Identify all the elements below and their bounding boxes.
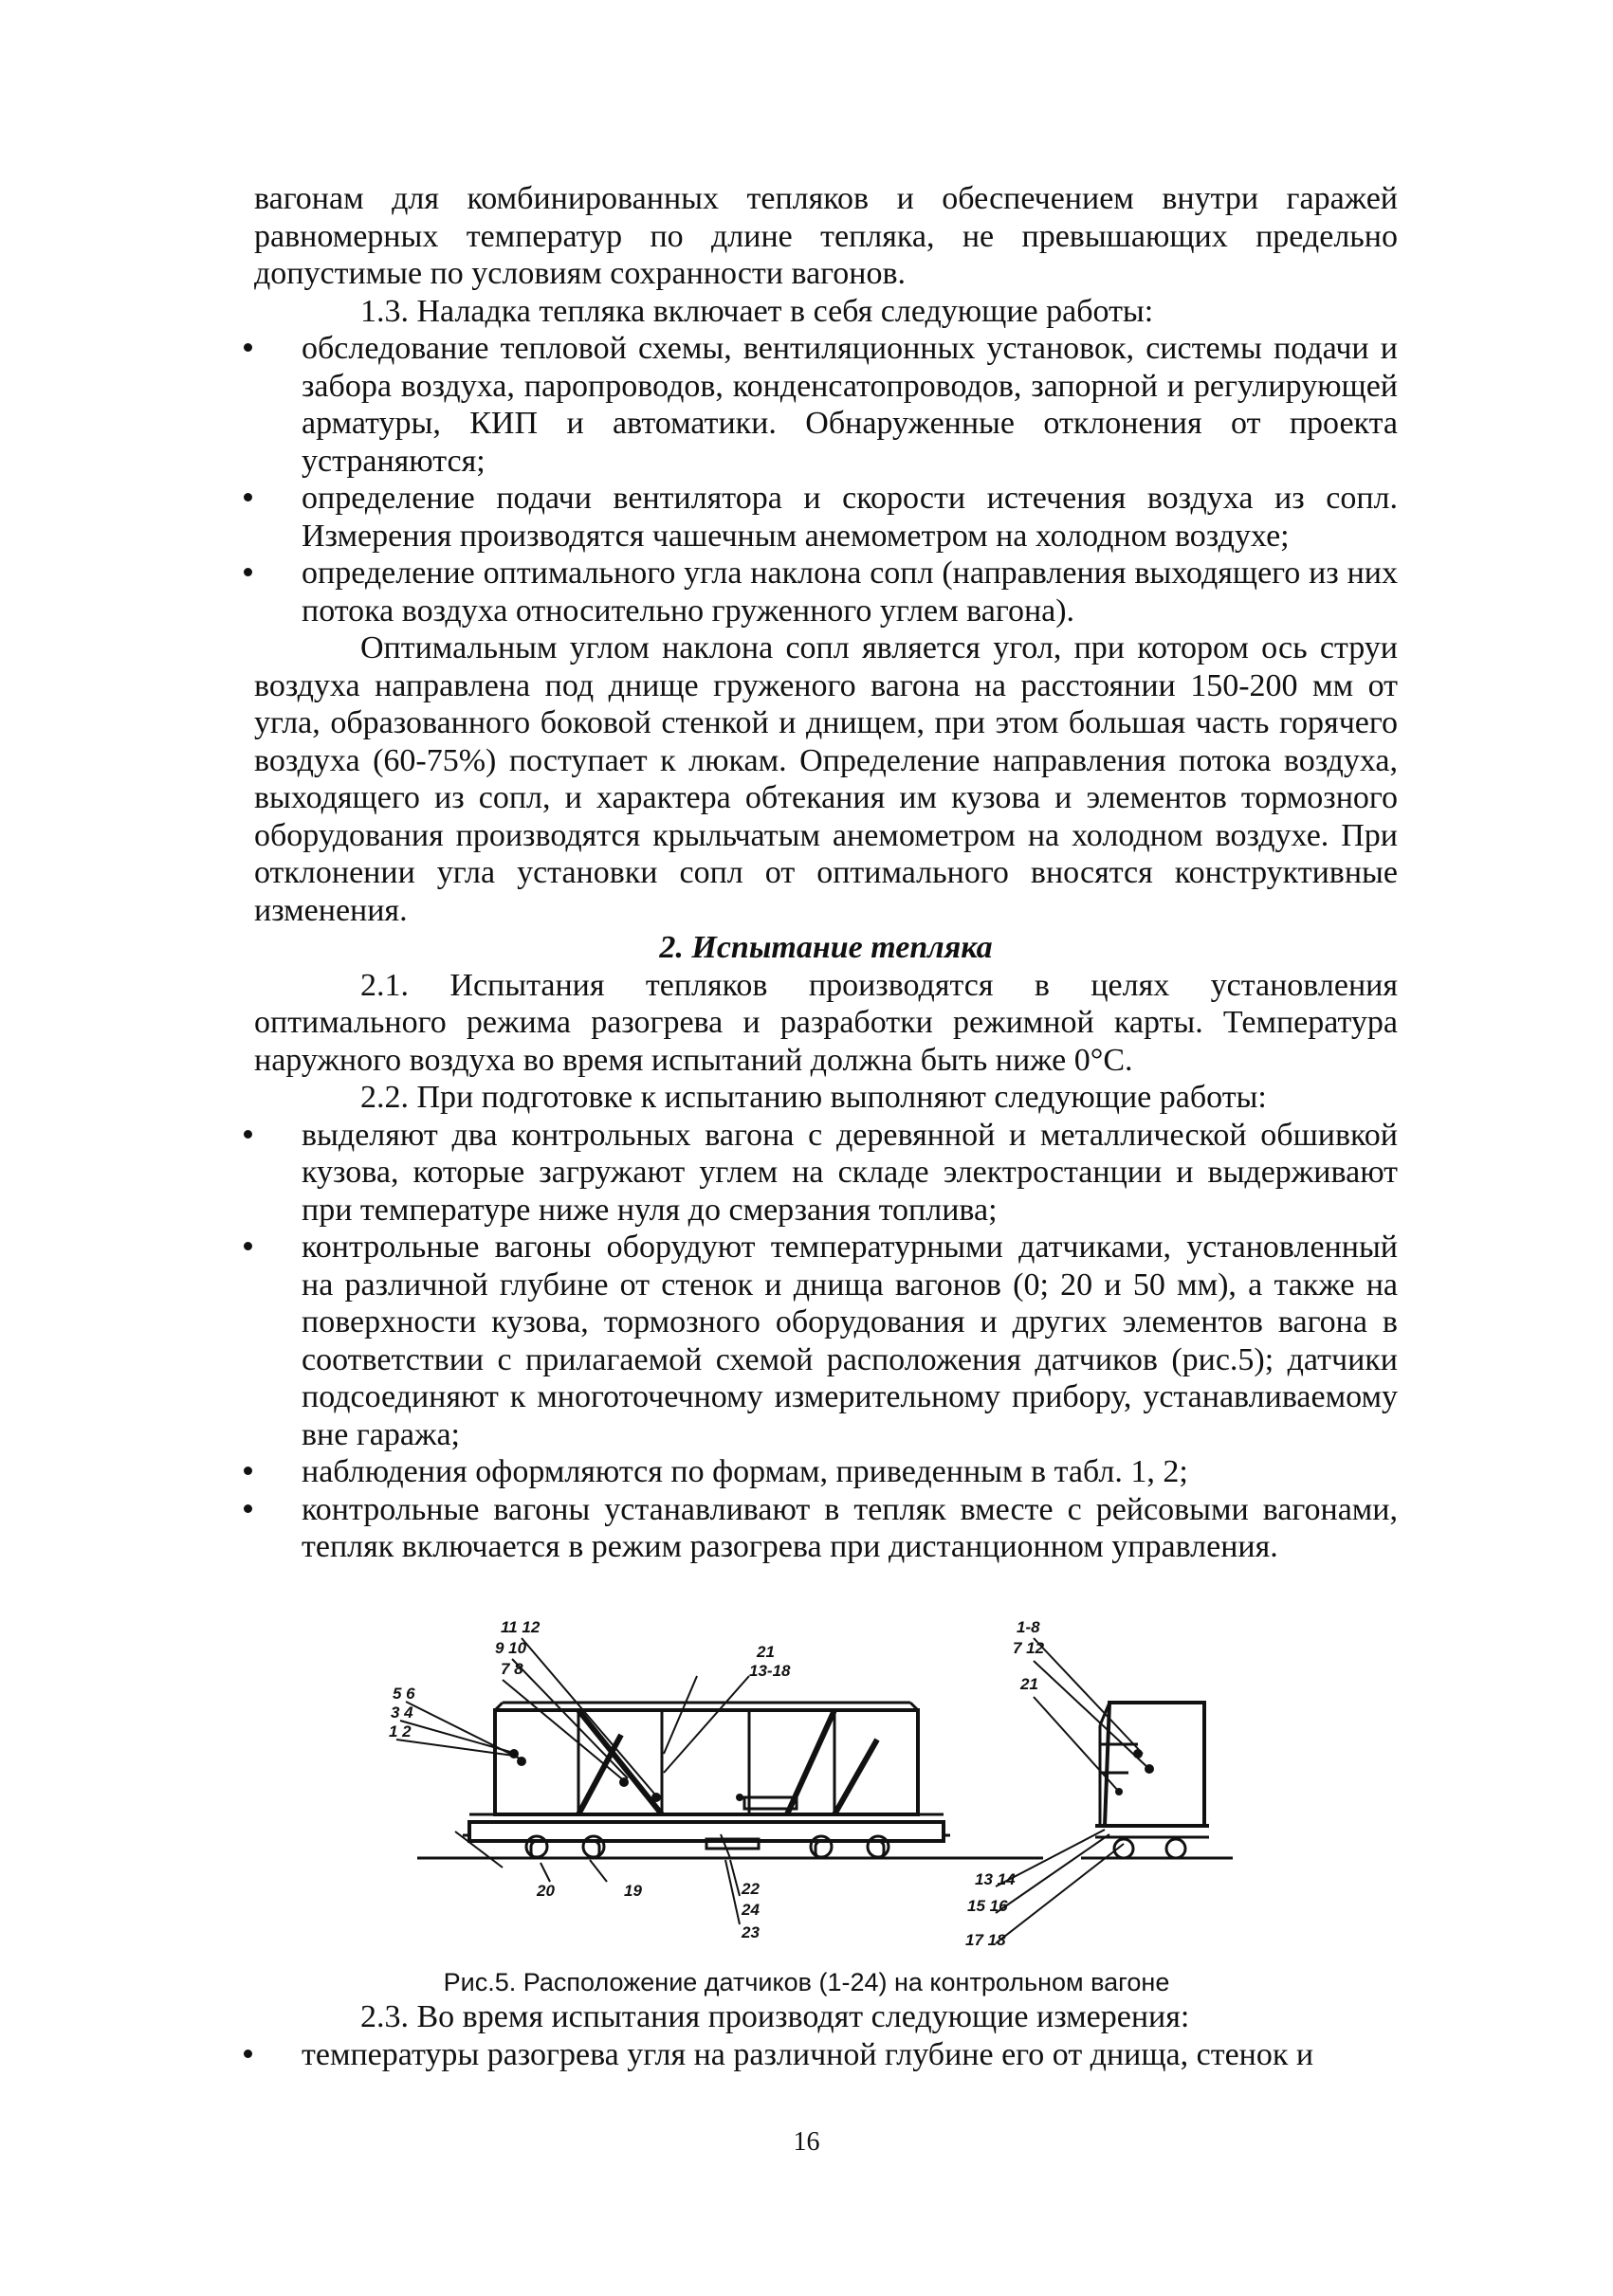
paragraph-1-3: 1.3. Наладка тепляка включает в себя следующие работы: xyxy=(360,293,1154,329)
label-21-end: 21 xyxy=(1020,1675,1038,1693)
bullet-icon xyxy=(244,493,252,501)
wagon-side-view xyxy=(417,1703,1043,1858)
section-heading: 2. Испытание тепляка xyxy=(659,930,993,965)
label-22: 22 xyxy=(742,1880,760,1898)
bullet-icon xyxy=(244,343,252,352)
label-13-14: 13 14 xyxy=(975,1870,1016,1888)
page-number: 16 xyxy=(793,2127,820,2157)
paragraph-optimal-angle: Оптимальным углом наклона сопл является угол, при котором ось струи воздуха направлена под днище груженого вагона на расстоянии 150-200 мм от угла, образованного боковой стенкой и днищем, при этом большая часть горячего воздуха (60-75%) поступает к люкам. Определение направления потока воздуха, выходящего из сопл, и характера обтекания им кузова и элементов тормозного оборудования производятся крыльчатым анемометром на холодном воздухе. При отклонении угла установки сопл от оптимального вносятся конструктивные изменения. xyxy=(254,630,1398,928)
bullet-icon xyxy=(244,1130,252,1139)
label-7-12: 7 12 xyxy=(1013,1639,1045,1657)
bullet-icon xyxy=(244,2050,252,2058)
label-21: 21 xyxy=(757,1643,775,1661)
label-13-18: 13-18 xyxy=(749,1662,791,1680)
label-20: 20 xyxy=(537,1882,555,1900)
label-24: 24 xyxy=(742,1901,760,1919)
list-2-3 xyxy=(254,2036,1398,2074)
list-item: обследование тепловой схемы, вентиляционных установок, системы подачи и забора воздуха, паропроводов, конденсатопроводов, запорной и регулирующей арматуры, КИП и автоматики. Обнаруженные отклонения от проекта устраняются; xyxy=(254,330,1398,480)
paragraph-2-3: 2.3. Во время испытания производят следующие измерения: xyxy=(360,1999,1190,2034)
bullet-icon xyxy=(244,568,252,576)
list-item: контрольные вагоны оборудуют температурными датчиками, установленный на различной глубине от стенок и днища вагонов (0; 20 и 50 мм), а также на поверхности кузова, тормозного оборудования и других элементов вагона в соответствии с прилагаемой схемой расположения датчиков (рис.5); датчики подсоединяют к многоточечному измерительному прибору, устанавливаемому вне гаража; xyxy=(254,1229,1398,1453)
figure-caption: Рис.5. Расположение датчиков (1-24) на контрольном вагоне xyxy=(443,1968,1170,1996)
list-item: определение оптимального угла наклона сопл (направления выходящего из них потока воздуха относительно груженного углем вагона). xyxy=(254,555,1398,629)
list-item: определение подачи вентилятора и скорости истечения воздуха из сопл. Измерения производятся чашечным анемометром на холодном воздухе; xyxy=(254,480,1398,555)
label-23: 23 xyxy=(742,1923,760,1941)
label-5-6: 5 6 xyxy=(393,1685,415,1703)
label-19: 19 xyxy=(624,1882,642,1900)
label-7-8: 7 8 xyxy=(501,1660,523,1678)
list-1-3 xyxy=(254,330,1398,629)
label-9-10: 9 10 xyxy=(495,1639,527,1657)
bullet-icon xyxy=(244,1504,252,1513)
list-item: выделяют два контрольных вагона с деревянной и металлической обшивкой кузова, которые загружают углем на складе электростанции и выдерживают при температуре ниже нуля до смерзания топлива; xyxy=(254,1117,1398,1230)
label-3-4: 3 4 xyxy=(391,1704,413,1722)
text-body-bottom xyxy=(254,1998,1398,2073)
paragraph-2-1: 2.1. Испытания тепляков производятся в целях установления оптимального режима разогрева и разработки режимной карты. Температура наружного воздуха во время испытаний должна быть ниже 0°С. xyxy=(254,967,1398,1078)
list-item: контрольные вагоны устанавливают в тепляк вместе с рейсовыми вагонами, тепляк включается в режим разогрева при дистанционном управления. xyxy=(254,1491,1398,1566)
label-11-12: 11 12 xyxy=(501,1618,541,1636)
list-item: температуры разогрева угля на различной глубине его от днища, стенок и xyxy=(254,2036,1398,2074)
figure-wagon-sensor-diagram xyxy=(379,1612,1252,1962)
label-1-8: 1-8 xyxy=(1017,1618,1040,1636)
paragraph-2-2: 2.2. При подготовке к испытанию выполняют следующие работы: xyxy=(360,1080,1267,1115)
figure-labels xyxy=(389,1618,1045,1949)
label-15-16: 15 16 xyxy=(967,1897,1008,1915)
label-17-18: 17 18 xyxy=(965,1931,1006,1949)
text-body-top xyxy=(254,180,1398,1566)
bullet-icon xyxy=(244,1242,252,1250)
paragraph-intro: вагонам для комбинированных тепляков и обеспечением внутри гаражей равномерных температур по длине тепляка, не превышающих предельно допустимые по условиям сохранности вагонов. xyxy=(254,181,1398,291)
label-1-2: 1 2 xyxy=(389,1722,412,1740)
list-2-2 xyxy=(254,1117,1398,1566)
bullet-icon xyxy=(244,1467,252,1475)
list-item: наблюдения оформляются по формам, приведенным в табл. 1, 2; xyxy=(254,1453,1398,1491)
